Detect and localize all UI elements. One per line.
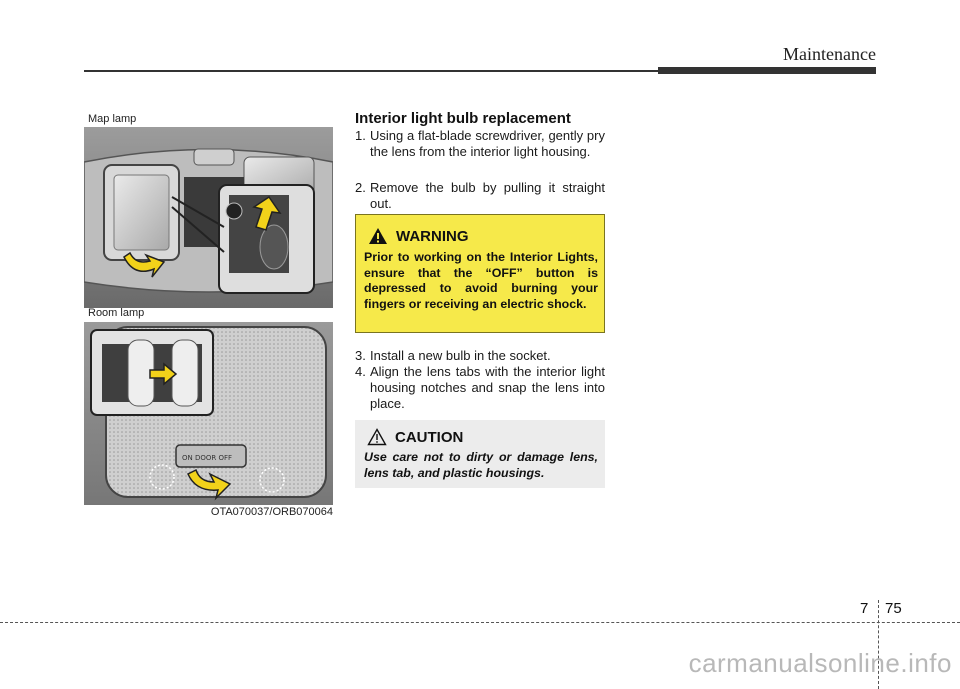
step-text: Install a new bulb in the socket. xyxy=(370,348,551,363)
warning-triangle-icon xyxy=(368,227,388,245)
warning-header xyxy=(368,227,469,245)
chapter-number: 7 xyxy=(860,600,869,617)
step-2 xyxy=(355,180,605,212)
step-number: 3. xyxy=(355,348,366,363)
step-text: Remove the bulb by pulling it straight out. xyxy=(370,180,605,211)
step-number: 2. xyxy=(355,180,366,195)
watermark: carmanualsonline.info xyxy=(688,648,952,678)
section-title: Interior light bulb replacement xyxy=(355,110,571,127)
caution-header xyxy=(367,428,463,446)
map-lamp-drawing xyxy=(84,127,333,308)
switch-label: ON DOOR OFF xyxy=(182,454,233,462)
map-lamp-illustration xyxy=(84,127,333,308)
header-rule-accent xyxy=(658,67,876,74)
header-rule xyxy=(84,70,661,72)
caution-triangle-icon xyxy=(367,428,387,446)
caution-text: Use care not to dirty or damage lens, lens tab, and plastic housings. xyxy=(364,450,598,480)
warning-box xyxy=(355,214,605,333)
step-1 xyxy=(355,128,605,160)
page-number: 75 xyxy=(885,600,902,617)
room-lamp-drawing xyxy=(84,322,333,505)
step-text: Using a flat-blade screwdriver, gently pry the lens from the interior light housing. xyxy=(370,128,605,159)
caution-box xyxy=(355,420,605,488)
figure-code: OTA070037/ORB070064 xyxy=(210,506,333,518)
step-4 xyxy=(355,364,605,412)
caution-title: CAUTION xyxy=(395,428,464,446)
room-lamp-illustration xyxy=(84,322,333,505)
page-header-title: Maintenance xyxy=(783,44,876,64)
step-number: 1. xyxy=(355,128,366,143)
step-3 xyxy=(355,348,605,364)
footer-rule xyxy=(0,622,960,623)
warning-title: WARNING xyxy=(396,227,469,245)
step-number: 4. xyxy=(355,364,366,379)
warning-text: Prior to working on the Interior Lights, ensure that the “OFF” button is depressed to avoid burning your fingers or receiving an electric shock. xyxy=(364,250,598,311)
room-lamp-label: Room lamp xyxy=(88,307,145,319)
map-lamp-label: Map lamp xyxy=(88,113,137,125)
step-text: Align the lens tabs with the interior light housing notches and snap the lens into place. xyxy=(370,364,605,411)
